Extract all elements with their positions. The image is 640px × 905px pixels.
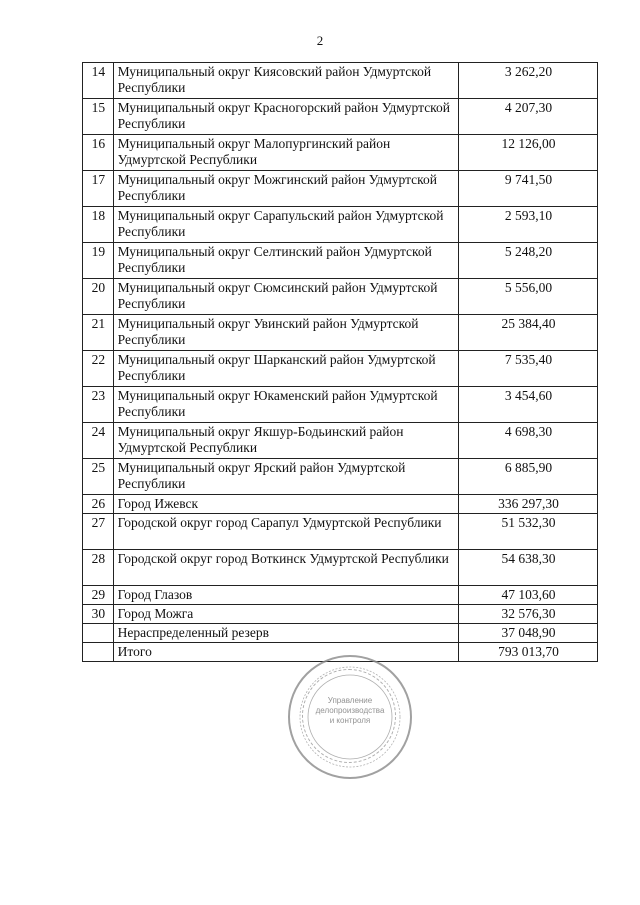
row-name: Муниципальный округ Шарканский район Удмуртской Республики [113,351,458,387]
row-number: 23 [83,387,114,423]
table-row [83,459,598,495]
row-name: Нераспределенный резерв [113,624,458,643]
row-name: Муниципальный округ Сюмсинский район Удмуртской Республики [113,279,458,315]
table-row [83,171,598,207]
row-amount: 3 454,60 [459,387,598,423]
row-name: Муниципальный округ Малопургинский район Удмуртской Республики [113,135,458,171]
row-number [83,643,114,662]
row-amount: 37 048,90 [459,624,598,643]
row-number: 24 [83,423,114,459]
row-amount: 32 576,30 [459,605,598,624]
row-name: Муниципальный округ Селтинский район Удмуртской Республики [113,243,458,279]
row-number: 28 [83,550,114,586]
row-name: Муниципальный округ Ярский район Удмуртской Республики [113,459,458,495]
row-amount: 4 207,30 [459,99,598,135]
row-amount: 5 556,00 [459,279,598,315]
row-name: Муниципальный округ Увинский район Удмуртской Республики [113,315,458,351]
row-amount: 5 248,20 [459,243,598,279]
table-row [83,63,598,99]
row-number: 21 [83,315,114,351]
row-name: Городской округ город Воткинск Удмуртской Республики [113,550,458,586]
row-number: 15 [83,99,114,135]
table-row [83,495,598,514]
row-amount: 47 103,60 [459,586,598,605]
seal-line: делопроизводства [315,706,385,715]
row-name: Городской округ город Сарапул Удмуртской Республики [113,514,458,550]
row-number: 17 [83,171,114,207]
row-amount: 6 885,90 [459,459,598,495]
table-row [83,315,598,351]
row-name: Город Можга [113,605,458,624]
row-amount: 51 532,30 [459,514,598,550]
row-number: 30 [83,605,114,624]
row-number: 29 [83,586,114,605]
row-amount: 4 698,30 [459,423,598,459]
row-name: Город Глазов [113,586,458,605]
row-number: 19 [83,243,114,279]
table-row [83,550,598,586]
row-amount: 2 593,10 [459,207,598,243]
row-name: Муниципальный округ Киясовский район Удмуртской Республики [113,63,458,99]
seal-text [310,696,390,726]
row-number: 26 [83,495,114,514]
row-number [83,624,114,643]
row-number: 27 [83,514,114,550]
table-row [83,624,598,643]
seal-line: Управление [327,696,373,705]
row-amount: 9 741,50 [459,171,598,207]
table-row [83,243,598,279]
allocation-table [82,62,598,662]
table-row [83,99,598,135]
row-number: 16 [83,135,114,171]
table-row [83,423,598,459]
row-number: 18 [83,207,114,243]
row-number: 25 [83,459,114,495]
row-name: Муниципальный округ Юкаменский район Удмуртской Республики [113,387,458,423]
row-amount: 793 013,70 [459,643,598,662]
row-name: Муниципальный округ Сарапульский район Удмуртской Республики [113,207,458,243]
row-name: Итого [113,643,458,662]
table-row [83,514,598,550]
row-name: Муниципальный округ Якшур-Бодьинский район Удмуртской Республики [113,423,458,459]
row-name: Город Ижевск [113,495,458,514]
table-row [83,605,598,624]
seal-line: и контроля [329,716,371,725]
table-row [83,586,598,605]
row-amount: 25 384,40 [459,315,598,351]
row-name: Муниципальный округ Красногорский район Удмуртской Республики [113,99,458,135]
table-row [83,387,598,423]
table-row [83,351,598,387]
row-number: 14 [83,63,114,99]
row-amount: 336 297,30 [459,495,598,514]
page-number: 2 [316,33,324,48]
table-row [83,279,598,315]
official-seal [288,655,412,779]
row-name: Муниципальный округ Можгинский район Удмуртской Республики [113,171,458,207]
row-amount: 3 262,20 [459,63,598,99]
table-row [83,207,598,243]
row-number: 22 [83,351,114,387]
table-row [83,135,598,171]
row-number: 20 [83,279,114,315]
row-amount: 12 126,00 [459,135,598,171]
row-amount: 54 638,30 [459,550,598,586]
row-amount: 7 535,40 [459,351,598,387]
